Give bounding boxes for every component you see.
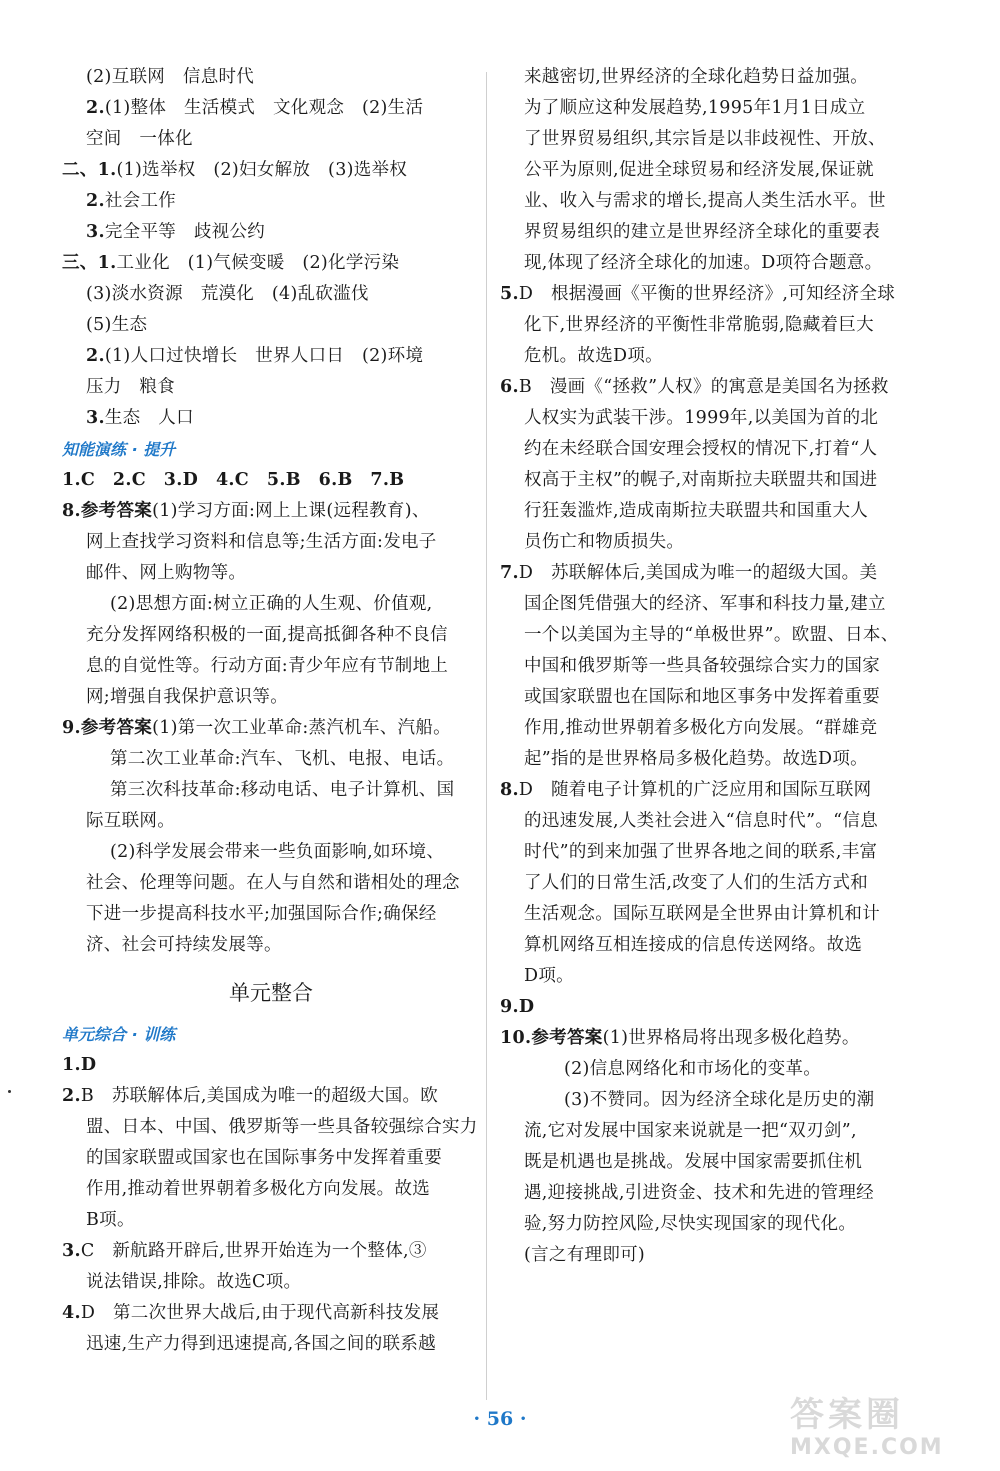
text-line: B 漫画《“拯救”人权》的寓意是美国名为拯救 [518,377,889,397]
text-line: 说法错误,排除。故选C项。 [86,1272,302,1292]
question-line [62,496,480,527]
watermark-logo [790,1395,990,1465]
question-number: 二、1. [62,160,117,180]
text-line: 压力 粮食 [86,377,175,397]
text-line: (1)整体 生活模式 文化观念 (2)生活 [104,98,424,118]
text-line: 充分发挥网络积极的一面,提高抵御各种不良信 [86,625,448,645]
question-line [62,217,480,248]
question-line [62,186,480,217]
right-column [500,62,918,1271]
text-line: B 苏联解体后,美国成为唯一的超级大国。欧 [80,1086,439,1106]
text-line: 社会工作 [104,191,177,211]
text-line: D项。 [524,966,574,986]
text-line: 际互联网。 [86,811,175,831]
text-line: (2)科学发展会带来一些负面影响,如环境、 [110,842,445,862]
question-number: 三、1. [62,253,117,273]
left-column [62,62,480,1360]
text-line: 危机。故选D项。 [524,346,663,366]
question-line [62,155,480,186]
text-line: 了世界贸易组织,其宗旨是以非歧视性、开放、 [524,129,886,149]
question-number: 5. [500,284,519,304]
text-line: 中国和俄罗斯等一些具备较强综合实力的国家 [524,656,880,676]
stray-dot [8,1090,11,1093]
text-line: 验,努力防控风险,尽快实现国家的现代化。 [524,1214,857,1234]
text-line: 既是机遇也是挑战。发展中国家需要抓住机 [524,1152,863,1172]
page-number: · 56 · [473,1408,527,1430]
text-line: (2)信息网络化和市场化的变革。 [564,1059,822,1079]
text-line: 员伤亡和物质损失。 [524,532,685,552]
text-line: 的迅速发展,人类社会进入“信息时代”。“信息 [524,811,879,831]
question-line [62,713,480,744]
text-line: 作用,推动世界朝着多极化方向发展。“群雄竞 [524,718,878,738]
text-line: 算机网络互相连接成的信息传送网络。故选 [524,935,863,955]
text-line: 作用,推动着世界朝着多极化方向发展。故选 [86,1179,431,1199]
answer-label: 参考答案 [80,501,153,521]
text-line: 遇,迎接挑战,引进资金、技术和先进的管理经 [524,1183,874,1203]
text-line: 息的自觉性等。行动方面:青少年应有节制地上 [86,656,449,676]
question-number: 8. [500,780,519,800]
text-line: 盟、日本、中国、俄罗斯等一些具备较强综合实力 [86,1117,478,1137]
text-line: 空间 一体化 [86,129,193,149]
question-number: 3. [62,1241,81,1261]
text-line: 的国家联盟或国家也在国际事务中发挥着重要 [86,1148,442,1168]
text-line: 或国家联盟也在国际和地区事务中发挥着重要 [524,687,880,707]
text-line: 生态 人口 [104,408,194,428]
question-line [62,341,480,372]
text-line: (言之有理即可) [524,1245,646,1265]
text-line: 界贸易组织的建立是世界经济全球化的重要表 [524,222,880,242]
text-line: (1)第一次工业革命:蒸汽机车、汽船。 [152,718,451,738]
text-line: 了人们的日常生活,改变了人们的生活方式和 [524,873,869,893]
question-line [62,1236,480,1267]
watermark-url: MXQE.COM [790,1435,944,1460]
text-line: D 第二次世界大战后,由于现代高新科技发展 [80,1303,440,1323]
text-line: 济、社会可持续发展等。 [86,935,282,955]
section-title: 单元综合 · 训练 [62,1025,176,1044]
question-line [62,248,480,279]
text-line: (5)生态 [86,315,148,335]
text-line: 为了顺应这种发展趋势,1995年1月1日成立 [524,98,866,118]
text-line: 邮件、网上购物等。 [86,563,247,583]
text-line: D 苏联解体后,美国成为唯一的超级大国。美 [518,563,878,583]
text-line: 完全平等 歧视公约 [104,222,266,242]
question-number: 3. [86,222,105,242]
text-line: 工业化 (1)气候变暖 (2)化学污染 [116,253,400,273]
question-line [62,1081,480,1112]
text-line: 起”指的是世界格局多极化趋势。故选D项。 [524,749,868,769]
text-line: 约在未经联合国安理会授权的情况下,打着“人 [524,439,878,459]
text-line: (1)人口过快增长 世界人口日 (2)环境 [104,346,424,366]
question-number: 2. [86,346,105,366]
text-line: (1)选举权 (2)妇女解放 (3)选举权 [116,160,408,180]
question-line: 9.D [500,997,535,1017]
column-divider [486,72,487,1400]
text-line: 行狂轰滥炸,造成南斯拉夫联盟共和国重大人 [524,501,869,521]
text-line: D 随着电子计算机的广泛应用和国际互联网 [518,780,872,800]
text-line: 一个以美国为主导的“单极世界”。欧盟、日本、 [524,625,899,645]
text-line: (1)世界格局将出现多极化趋势。 [602,1028,860,1048]
text-line: 公平为原则,促进全球贸易和经济发展,保证就 [524,160,874,180]
text-line: 生活观念。国际互联网是全世界由计算机和计 [524,904,880,924]
text-line: 社会、伦理等问题。在人与自然和谐相处的理念 [86,873,460,893]
question-number: 10. [500,1028,532,1048]
question-number: 7. [500,563,519,583]
text-line: 流,它对发展中国家来说就是一把“双刃剑”, [524,1121,857,1141]
question-line [500,1023,918,1054]
text-line: C 新航路开辟后,世界开始连为一个整体,③ [80,1241,427,1261]
question-number: 2. [86,98,105,118]
unit-heading: 单元整合 [229,981,313,1005]
text-line: 时代”的到来加强了世界各地之间的联系,丰富 [524,842,878,862]
watermark-text: 答案圈 [790,1395,904,1435]
text-line: 第二次工业革命:汽车、飞机、电报、电话。 [110,749,455,769]
answer-label: 参考答案 [531,1028,603,1048]
question-line [500,279,918,310]
text-line: 迅速,生产力得到迅速提高,各国之间的联系越 [86,1334,436,1354]
text-line: (3)不赞同。因为经济全球化是历史的潮 [564,1090,875,1110]
question-number: 2. [62,1086,81,1106]
question-line: 1.D [62,1055,97,1075]
question-number: 9. [62,718,81,738]
text-line: 人权实为武装干涉。1999年,以美国为首的北 [524,408,879,428]
text-line: 网上查找学习资料和信息等;生活方面:发电子 [86,532,437,552]
question-number: 6. [500,377,519,397]
answer-label: 参考答案 [80,718,153,738]
question-line [62,1298,480,1329]
question-number: 4. [62,1303,81,1323]
section-title: 知能演练 · 提升 [62,440,176,459]
question-line [500,775,918,806]
text-line: 第三次科技革命:移动电话、电子计算机、国 [110,780,455,800]
text-line: (1)学习方面:网上上课(远程教育)、 [152,501,430,521]
text-line: D 根据漫画《平衡的世界经济》,可知经济全球 [518,284,896,304]
question-line [500,558,918,589]
text-line: 现,体现了经济全球化的加速。D项符合题意。 [524,253,883,273]
text-line: 网;增强自我保护意识等。 [86,687,288,707]
text-line: 来越密切,世界经济的全球化趋势日益加强。 [524,67,869,87]
text-line: 下进一步提高科技水平;加强国际合作;确保经 [86,904,437,924]
answer-list: 1.C 2.C 3.D 4.C 5.B 6.B 7.B [62,470,405,490]
question-number: 8. [62,501,81,521]
question-line [500,372,918,403]
text-line: 权高于主权”的幌子,对南斯拉夫联盟共和国进 [524,470,878,490]
question-number: 3. [86,408,105,428]
text-line: 业、收入与需求的增长,提高人类生活水平。世 [524,191,886,211]
text-line: (2)互联网 信息时代 [86,67,255,87]
text-line: 化下,世界经济的平衡性非常脆弱,隐藏着巨大 [524,315,874,335]
text-line: 国企图凭借强大的经济、军事和科技力量,建立 [524,594,886,614]
question-number: 2. [86,191,105,211]
question-line [62,93,480,124]
text-line: B项。 [86,1210,135,1230]
text-line: (3)淡水资源 荒漠化 (4)乱砍滥伐 [86,284,369,304]
question-line [62,403,480,434]
text-line: (2)思想方面:树立正确的人生观、价值观, [110,594,433,614]
